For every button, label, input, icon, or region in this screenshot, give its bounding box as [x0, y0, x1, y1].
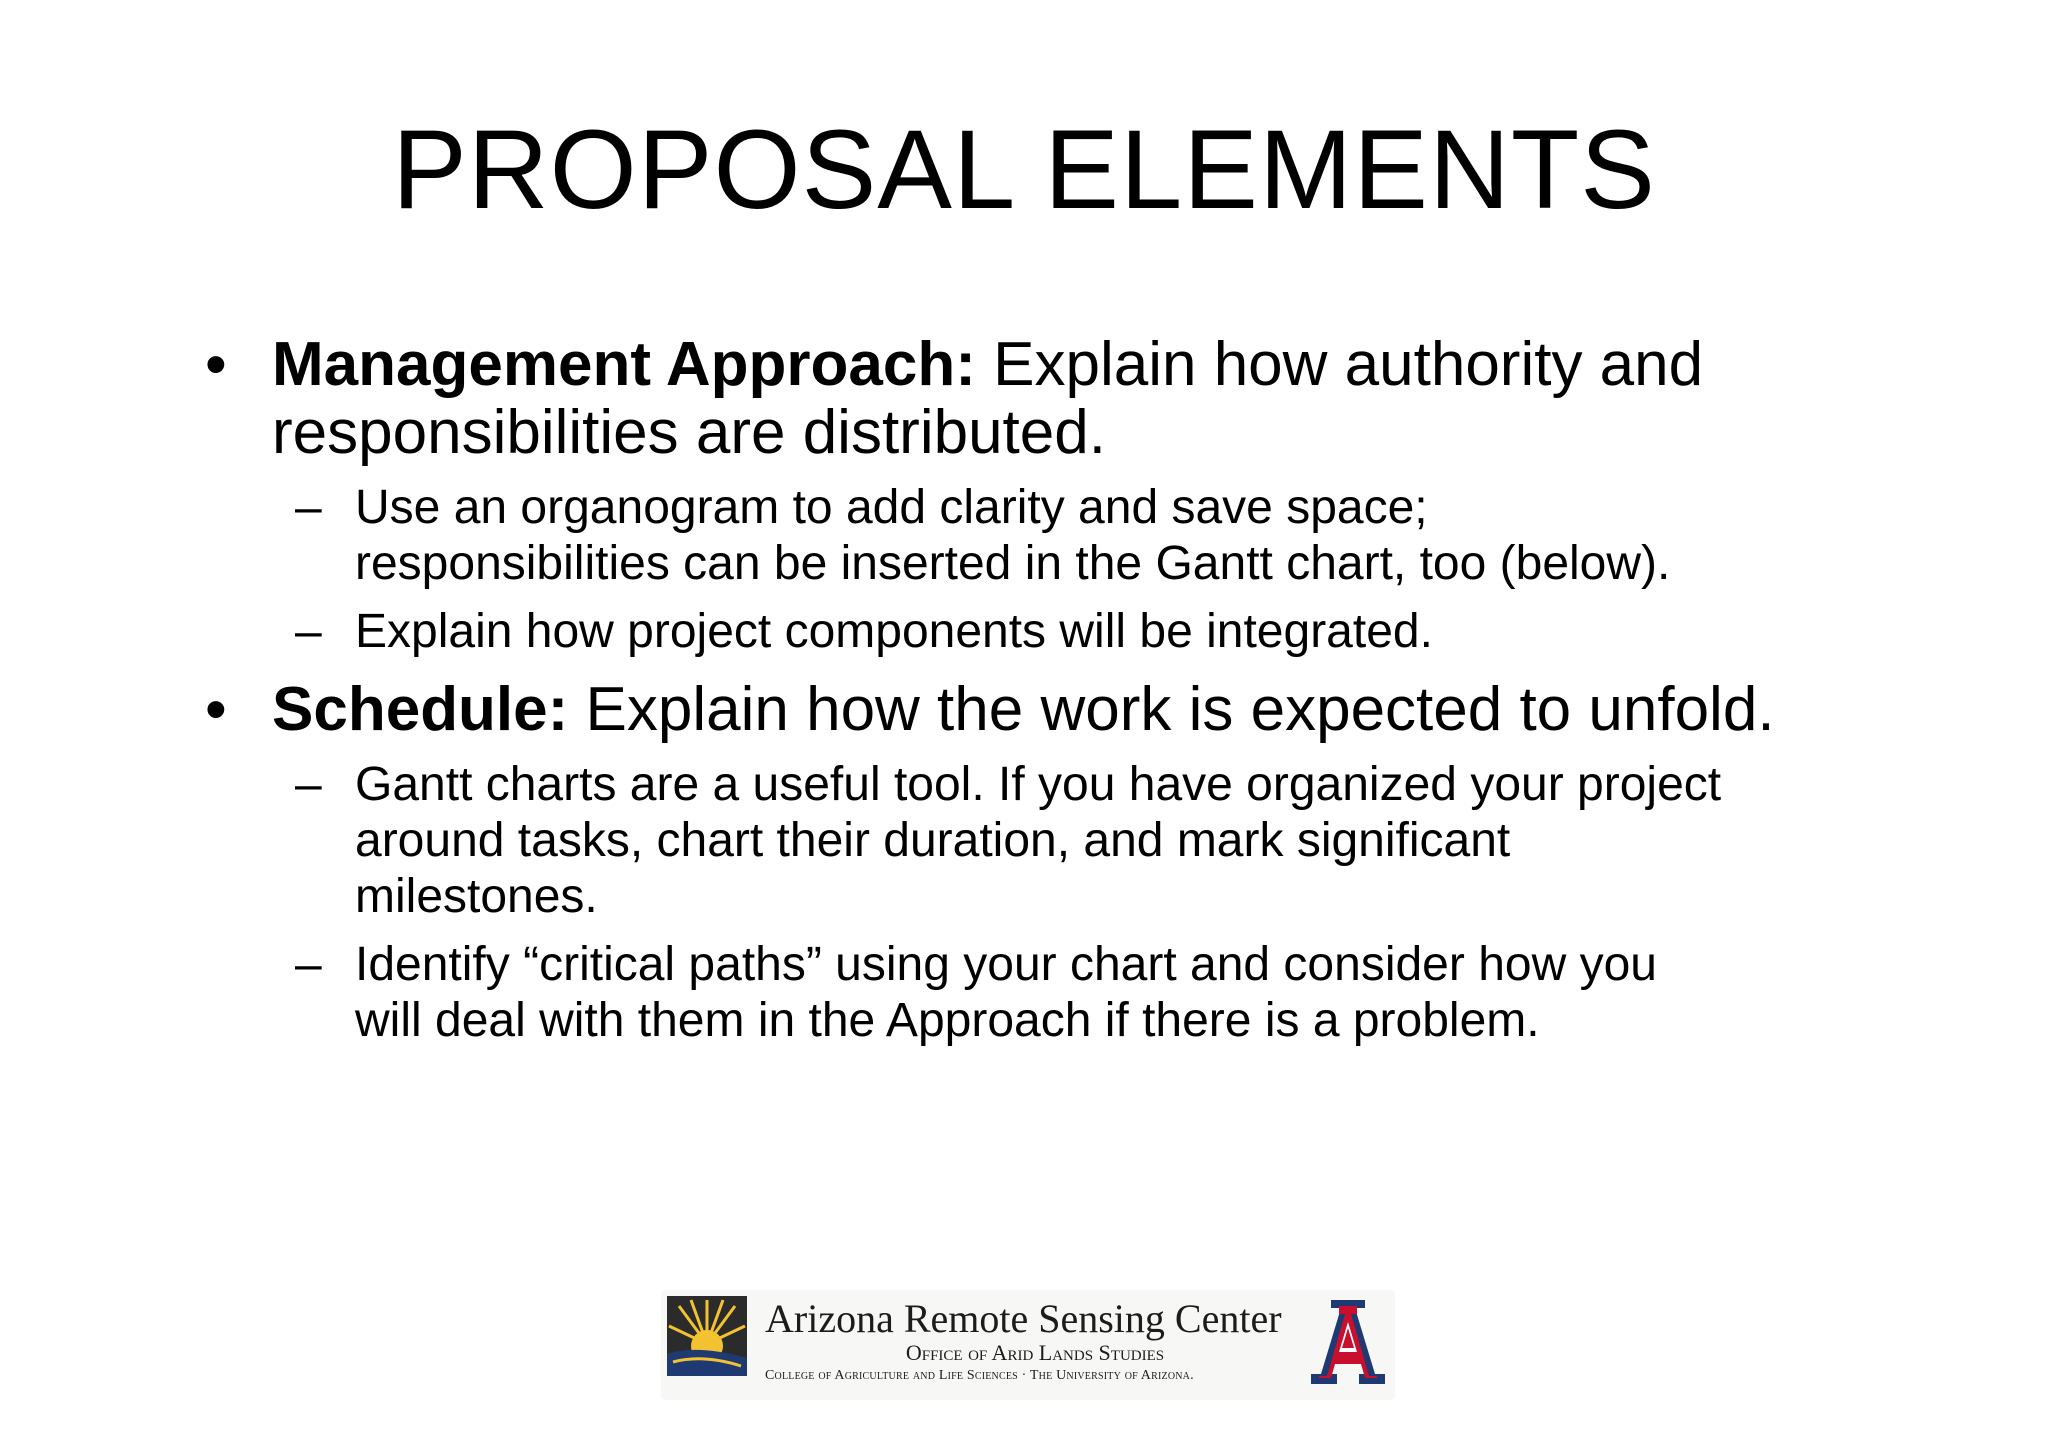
bullet-line — [272, 675, 1775, 745]
bullet-lead: Schedule: — [272, 675, 569, 744]
bullet-line — [272, 330, 1703, 400]
subbullet-marker: – — [295, 938, 322, 991]
bullet-text: Explain how the work is expected to unfold. — [568, 675, 1775, 744]
subbullet-marker: – — [295, 481, 322, 534]
bullet-marker: • — [205, 330, 227, 399]
university-a-icon — [1303, 1298, 1393, 1388]
logo-title: Arizona Remote Sensing Center — [765, 1296, 1282, 1341]
sun-icon — [667, 1296, 747, 1376]
bullet-text: responsibilities are distributed. — [272, 398, 1106, 467]
subbullet-text: Explain how project components will be integrated. — [355, 605, 1433, 658]
bullet-text: Explain how authority and — [975, 330, 1704, 399]
slide-title: PROPOSAL ELEMENTS — [392, 107, 1656, 232]
subbullet-text: Use an organogram to add clarity and save space; — [355, 481, 1428, 534]
subbullet-text: milestones. — [355, 870, 598, 923]
bullet-lead: Management Approach: — [272, 330, 976, 399]
subbullet-text: Gantt charts are a useful tool. If you have organized your project — [355, 758, 1722, 811]
footer-logo — [661, 1290, 1395, 1400]
bullet-marker: • — [205, 675, 227, 744]
subbullet-marker: – — [295, 605, 322, 658]
subbullet-text: will deal with them in the Approach if there is a problem. — [355, 994, 1540, 1047]
subbullet-text: around tasks, chart their duration, and mark significant — [355, 814, 1511, 867]
subbullet-text: Identify “critical paths” using your chart and consider how you — [355, 938, 1657, 991]
sun-logo-graphic — [667, 1296, 747, 1376]
subbullet-marker: – — [295, 758, 322, 811]
university-a-graphic — [1303, 1298, 1393, 1388]
logo-subtitle-2: College of Agriculture and Life Sciences · The University of Arizona. — [765, 1368, 1194, 1383]
subbullet-text: responsibilities can be inserted in the Gantt chart, too (below). — [355, 537, 1671, 590]
logo-subtitle: Office of Arid Lands Studies — [905, 1340, 1165, 1365]
